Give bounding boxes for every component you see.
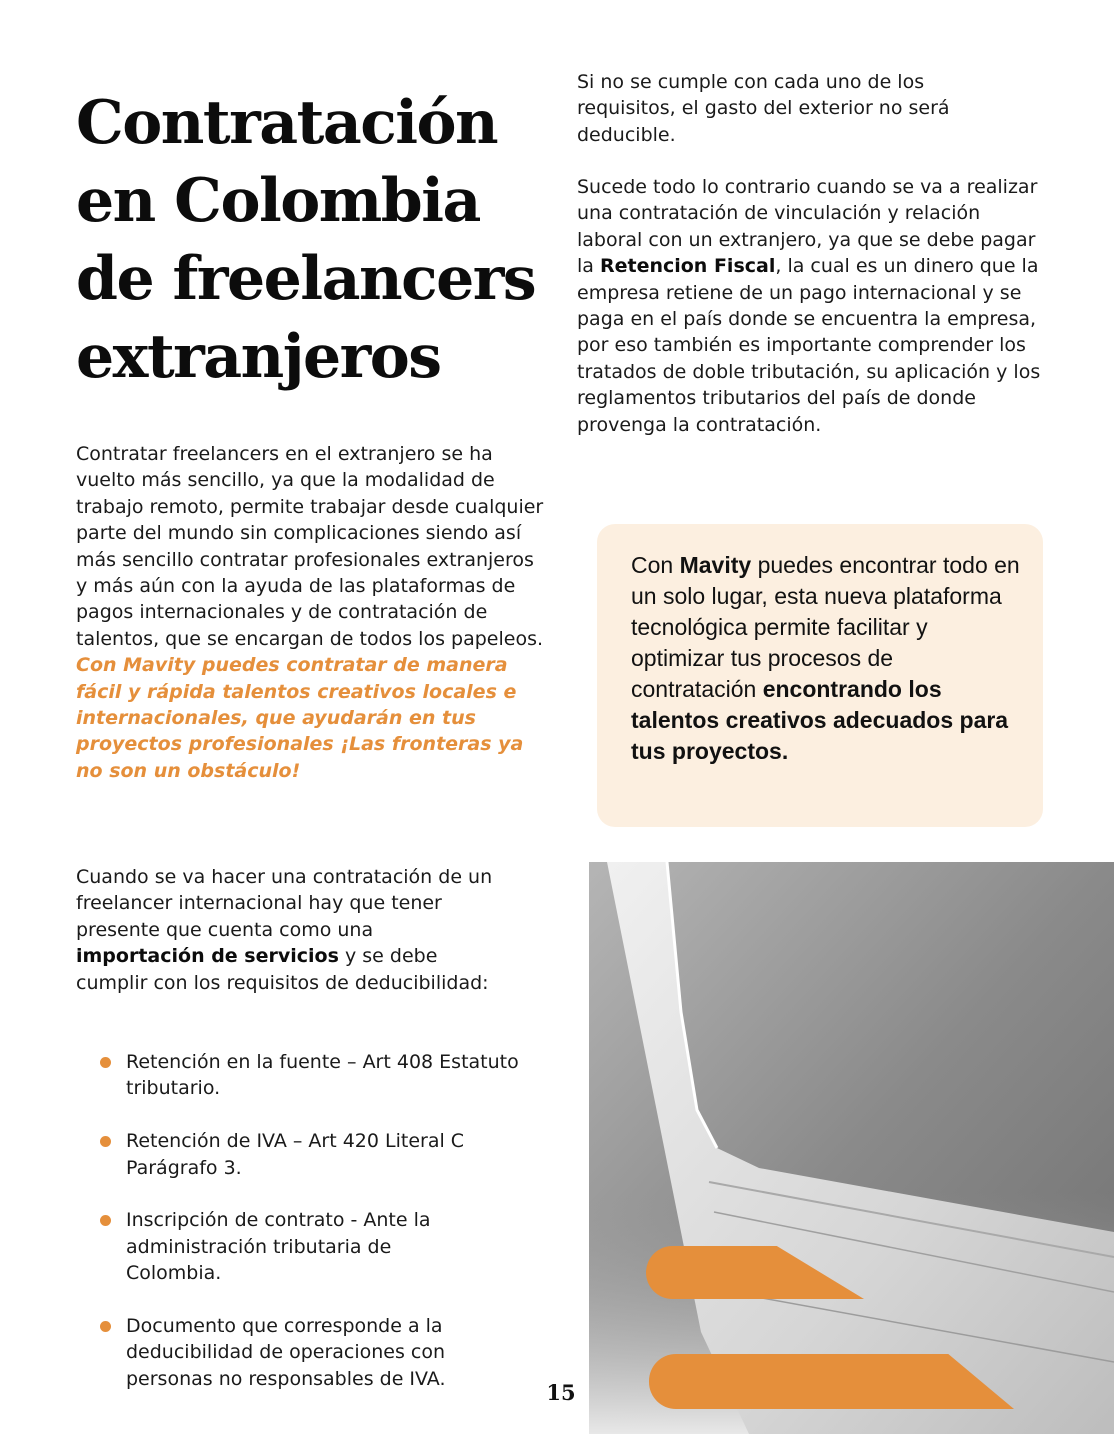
- requirements-bold: importación de servicios: [76, 945, 339, 968]
- airplane-wing-image: [589, 862, 1114, 1434]
- title-line-2: en Colombia: [76, 166, 480, 236]
- requirements-list: [98, 1049, 548, 1419]
- page-title: [76, 84, 546, 396]
- callout-brand: Mavity: [679, 552, 752, 578]
- callout-bold: encontrando los talentos creativos adecuados para tus proyectos.: [631, 676, 1009, 764]
- callout-text: [631, 550, 1021, 767]
- list-item-text: Retención en la fuente – Art 408 Estatuto tributario.: [126, 1051, 519, 1100]
- list-item: [98, 1128, 548, 1181]
- right-paragraph-2: [577, 174, 1042, 438]
- title-line-3: de freelancers: [76, 244, 536, 314]
- bullet-dot-icon: [100, 1136, 111, 1147]
- bullet-dot-icon: [100, 1321, 111, 1332]
- intro-highlight: Con Mavity puedes contratar de manera fácil y rápida talentos creativos locales e internacionales, que ayudarán en tus proyectos profesionales ¡Las fronteras ya no son un obstáculo!: [76, 654, 524, 782]
- right-para2-after: , la cual es un dinero que la empresa retiene de un pago internacional y se paga en el país donde se encuentra la empresa, por eso también es importante comprender los tratados de doble tributación, su aplicación y los reglamentos tributarios del país de donde provenga la contratación.: [577, 255, 1041, 436]
- bullet-dot-icon: [100, 1215, 111, 1226]
- callout-prefix: Con: [631, 552, 674, 578]
- list-item: [98, 1313, 526, 1392]
- list-item: [98, 1049, 548, 1102]
- requirements-before: Cuando se va hacer una contratación de un freelancer internacional hay que tener presente que cuenta como una: [76, 866, 493, 941]
- list-item: [98, 1207, 466, 1286]
- page-number: 15: [546, 1380, 576, 1405]
- list-item-text: Documento que corresponde a la deducibilidad de operaciones con personas no responsables de IVA.: [126, 1315, 446, 1390]
- list-item-text: Inscripción de contrato - Ante la administración tributaria de Colombia.: [126, 1209, 431, 1285]
- list-item-text: Retención de IVA – Art 420 Literal C Parágrafo 3.: [126, 1130, 465, 1179]
- mavity-callout: [597, 524, 1043, 827]
- bullet-dot-icon: [100, 1057, 111, 1068]
- callout-middle: puedes encontrar todo en un solo lugar, esta nueva plataforma tecnológica permite facilitar y optimizar tus procesos de contratación: [631, 552, 1020, 702]
- intro-paragraph: [76, 441, 548, 784]
- right-para2-before: Sucede todo lo contrario cuando se va a realizar una contratación de vinculación y relación laboral con un extranjero, ya que se debe pagar la: [577, 176, 1038, 278]
- title-line-4: extranjeros: [76, 322, 441, 392]
- airplane-wing-photo: [589, 862, 1114, 1434]
- right-paragraph-1: Si no se cumple con cada uno de los requisitos, el gasto del exterior no será deducible.: [577, 71, 950, 146]
- intro-text: Contratar freelancers en el extranjero se ha vuelto más sencillo, ya que la modalidad de trabajo remoto, permite trabajar desde cualquier parte del mundo sin complicaciones siendo así más sencillo contratar profesionales extranjeros y más aún con la ayuda de las plataformas de pagos internacionales y de contratación de talentos, que se encargan de todos los papeleos.: [76, 443, 544, 650]
- requirements-intro: [76, 864, 496, 996]
- title-line-1: Contratación: [76, 88, 498, 158]
- right-para2-bold: Retencion Fiscal: [599, 255, 776, 278]
- requirements-after: y se debe cumplir con los requisitos de deducibilidad:: [76, 945, 489, 994]
